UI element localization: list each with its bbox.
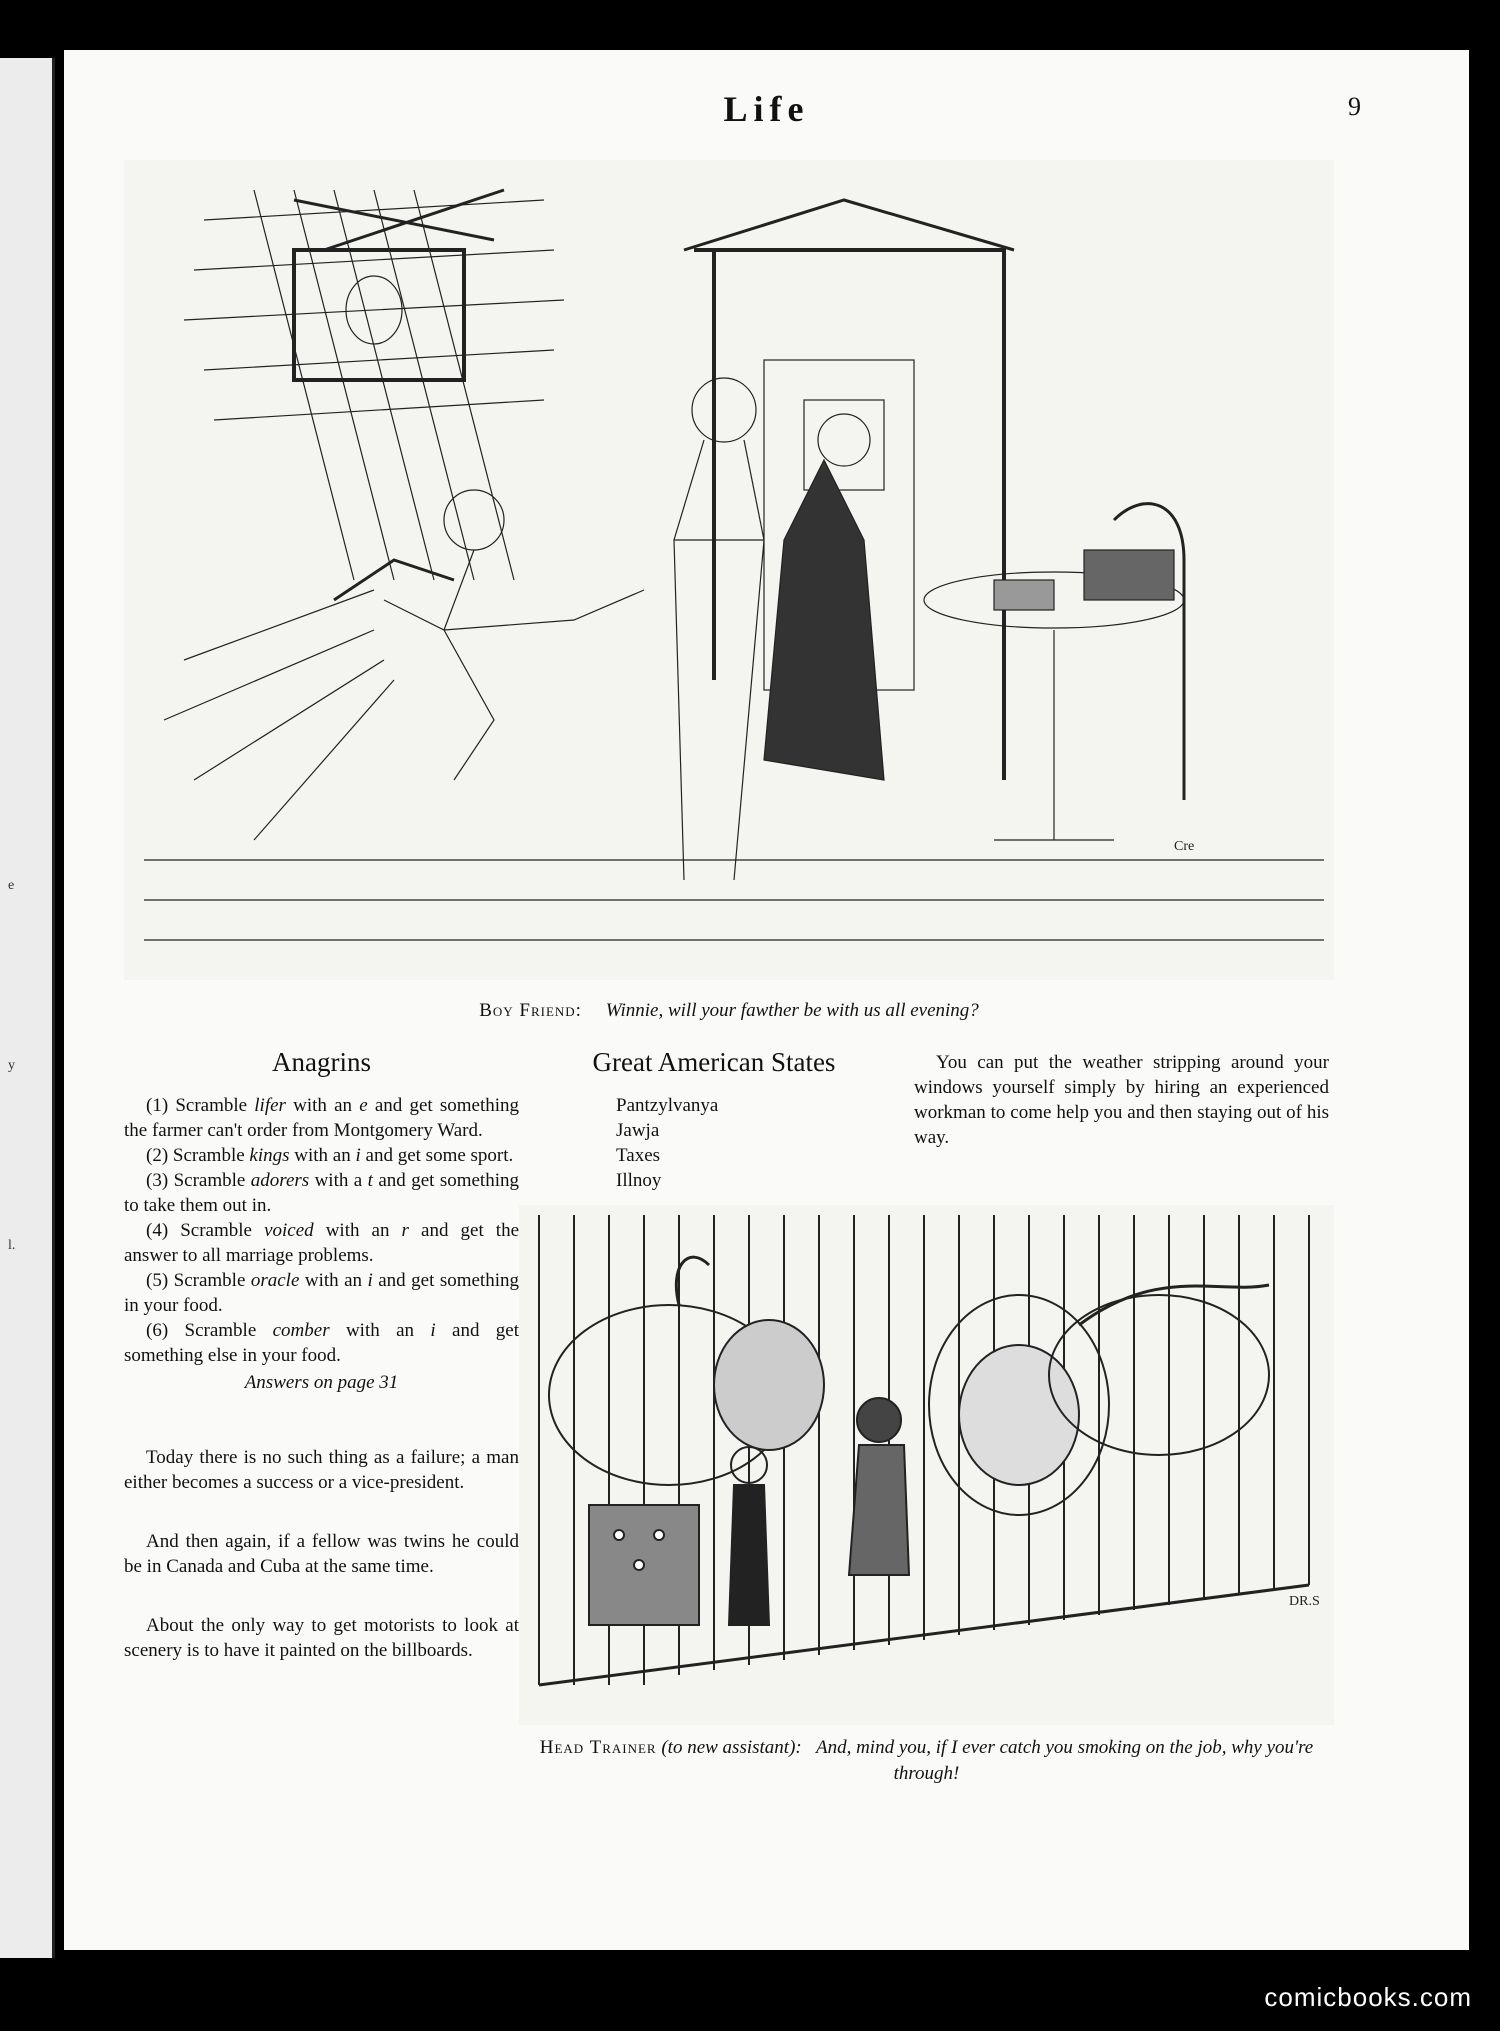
bottom-cartoon-illustration — [519, 1205, 1334, 1725]
anagram-item: (4) Scramble voiced with an r and get the answer to all marriage problems. — [124, 1220, 520, 1266]
caption-dialogue: Winnie, will your fawther be with us all evening? — [605, 1000, 979, 1021]
anagram-item: (5) Scramble oracle with an i and get something in your food. — [124, 1270, 519, 1316]
site-watermark: comicbooks.com — [1264, 1982, 1472, 2012]
list-item: Pantzylvanya — [616, 1095, 719, 1116]
anagram-item: (2) Scramble kings with an i and get some sport. — [146, 1145, 514, 1166]
page-number: 9 — [1348, 92, 1361, 121]
page-edge-mark: l. — [8, 1238, 16, 1253]
caption-aside: (to new assistant): — [661, 1737, 802, 1758]
artist-signature: Cre — [1174, 839, 1195, 854]
weather-joke: You can put the weather stripping around your windows yourself simply by hiring an experienced workman to come help you and then staying out of his way. — [914, 1052, 1329, 1148]
living-room-scene-drawing — [124, 160, 1334, 980]
adjacent-page-edge — [0, 58, 55, 1958]
page-edge-mark: e — [8, 878, 15, 893]
answers-note: Answers on page 31 — [244, 1372, 399, 1393]
caption-dialogue: And, mind you, if I ever catch you smoking on the job, why you're through! — [815, 1737, 1314, 1784]
circus-cage-drawing — [519, 1205, 1334, 1725]
page-edge-mark: y — [8, 1058, 15, 1073]
masthead: Life — [723, 89, 810, 129]
anagrins-column — [124, 1047, 520, 1663]
joke-paragraph: About the only way to get motorists to look at scenery is to have it painted on the billboards. — [124, 1615, 519, 1661]
magazine-page — [64, 50, 1469, 1950]
caption-speaker: Head Trainer — [539, 1737, 657, 1758]
anagram-item: (6) Scramble comber with an i and get something else in your food. — [124, 1320, 519, 1366]
list-item: Jawja — [616, 1120, 660, 1141]
bottom-cartoon-caption — [519, 1735, 1334, 1787]
list-item: Illnoy — [616, 1170, 662, 1191]
anagram-item: (3) Scramble adorers with a t and get something to take them out in. — [124, 1170, 519, 1216]
states-title: Great American States — [592, 1047, 836, 1077]
anagrins-title: Anagrins — [272, 1047, 371, 1077]
joke-paragraph: And then again, if a fellow was twins he could be in Canada and Cuba at the same time. — [124, 1531, 519, 1577]
joke-paragraph: Today there is no such thing as a failure; a man either becomes a success or a vice-president. — [124, 1447, 519, 1493]
caption-speaker: Boy Friend: — [479, 1000, 582, 1021]
states-column — [554, 1047, 874, 1193]
top-cartoon-caption — [124, 1000, 1334, 1022]
top-cartoon-illustration — [124, 160, 1334, 980]
list-item: Taxes — [616, 1145, 661, 1166]
anagram-item: (1) Scramble lifer with an e and get something the farmer can't order from Montgomery Ward. — [124, 1095, 520, 1141]
states-list — [616, 1093, 874, 1193]
artist-signature: DR.S — [1289, 1594, 1320, 1609]
